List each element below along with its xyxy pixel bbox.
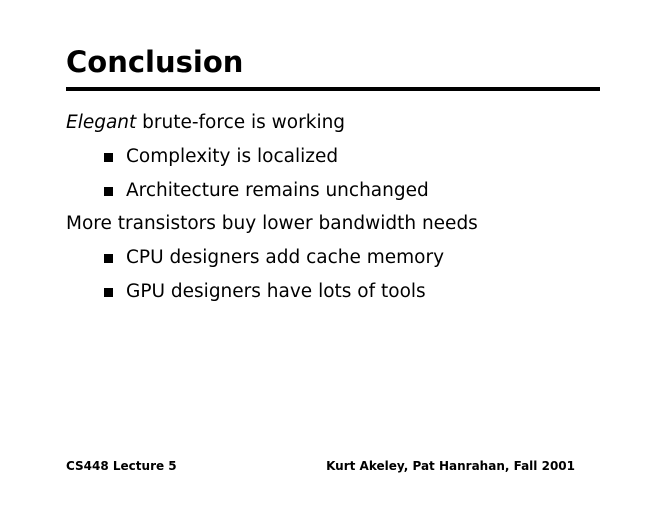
square-bullet-icon (104, 153, 113, 162)
square-bullet-icon (104, 254, 113, 263)
bullet-point-2: More transistors buy lower bandwidth needs (66, 213, 478, 234)
footer-course: CS448 Lecture 5 (66, 459, 177, 473)
emphasis-text: Elegant (66, 112, 137, 133)
square-bullet-icon (104, 288, 113, 297)
sub-bullet-1-1: Complexity is localized (126, 146, 339, 167)
sub-bullet-1-2: Architecture remains unchanged (126, 180, 429, 201)
slide-title: Conclusion (66, 45, 244, 79)
title-divider (66, 87, 600, 91)
bullet-point-1 (66, 111, 345, 135)
sub-bullet-2-2: GPU designers have lots of tools (126, 281, 426, 302)
point-text: brute-force is working (136, 112, 346, 133)
footer-authors: Kurt Akeley, Pat Hanrahan, Fall 2001 (326, 459, 575, 473)
sub-bullet-2-1: CPU designers add cache memory (126, 247, 445, 268)
square-bullet-icon (104, 187, 113, 196)
